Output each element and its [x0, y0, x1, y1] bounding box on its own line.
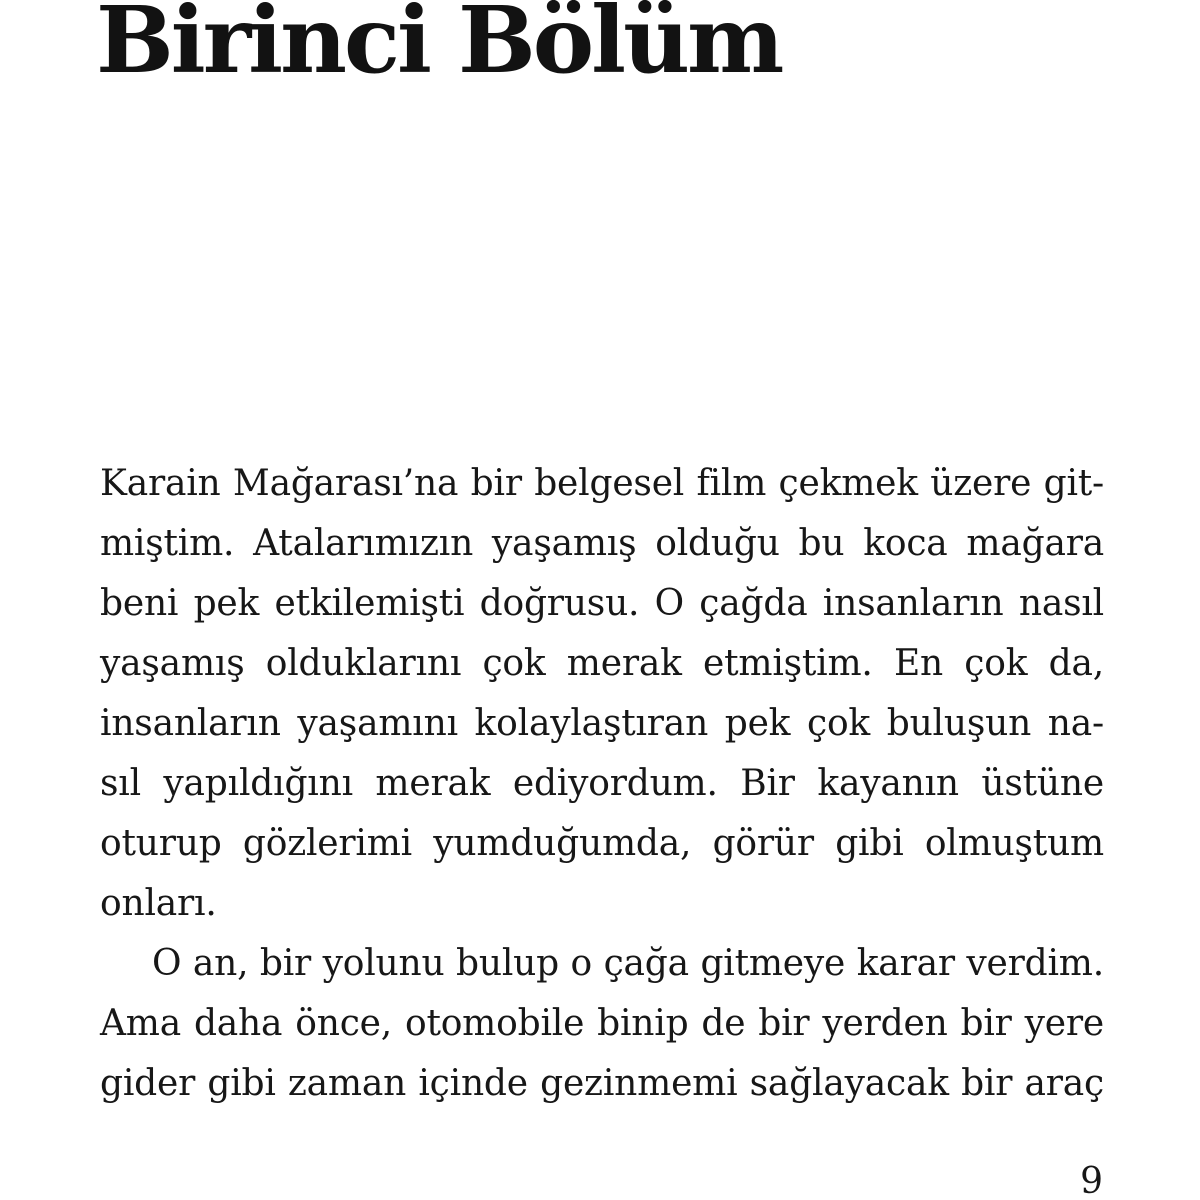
text-line: Ama daha önce, otomobile binip de bir yerden bir yere [100, 1003, 1104, 1044]
text-line: Karain Mağarası’na bir belgesel film çekmek üzere git- [100, 463, 1104, 504]
text-line: onları. [100, 883, 217, 924]
chapter-title: Birinci Bölüm [96, 0, 782, 94]
text-line: oturup gözlerimi yumduğumda, görür gibi olmuştum [100, 823, 1104, 864]
page-body [100, 454, 1104, 1114]
text-line: insanların yaşamını kolaylaştıran pek çok buluşun na- [100, 703, 1104, 744]
page-number: 9 [1080, 1161, 1103, 1200]
text-line: O an, bir yolunu bulup o çağa gitmeye karar verdim. [152, 943, 1104, 984]
text-line: beni pek etkilemişti doğrusu. O çağda insanların nasıl [100, 583, 1104, 624]
text-line: sıl yapıldığını merak ediyordum. Bir kayanın üstüne [100, 763, 1104, 804]
text-line: miştim. Atalarımızın yaşamış olduğu bu koca mağara [100, 523, 1104, 564]
text-line: yaşamış olduklarını çok merak etmiştim. En çok da, [100, 643, 1104, 684]
text-line: gider gibi zaman içinde gezinmemi sağlayacak bir araç [100, 1063, 1104, 1104]
